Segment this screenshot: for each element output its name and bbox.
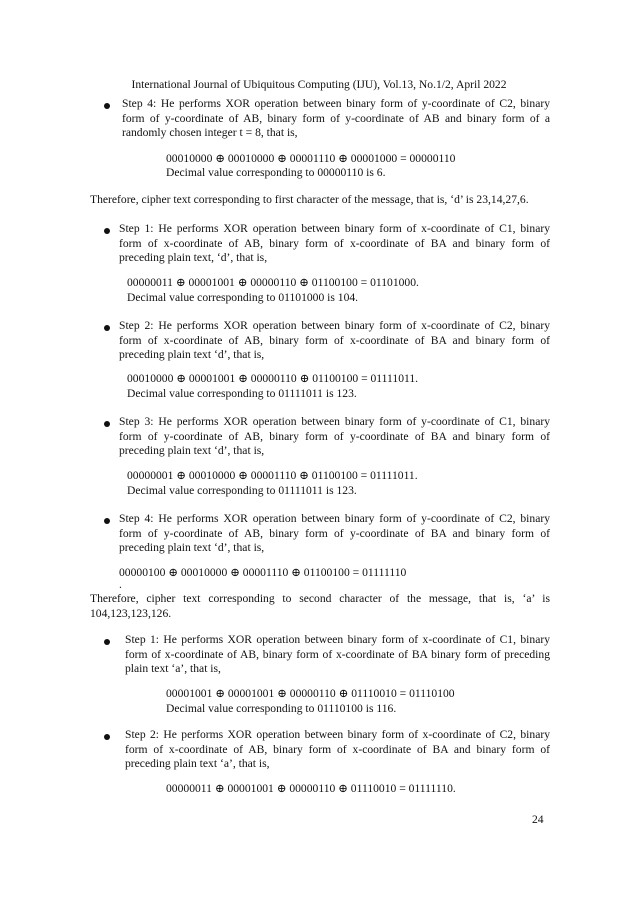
step-text: Step 4: He performs XOR operation between binary form of y-coordinate of C2, binary form of y-coordinate of AB, binary form of y-coordinate of BA and binary form of preceding plain text ‘d’, that is, [119, 512, 550, 555]
step-text: Step 3: He performs XOR operation between binary form of y-coordinate of C1, binary form of y-coordinate of AB, binary form of y-coordinate of BA and binary form of preceding plain text ‘d’, that is, [119, 415, 550, 458]
decimal-value: Decimal value corresponding to 01111011 is 123. [127, 387, 357, 400]
step-text: Step 4: He performs XOR operation between binary form of y-coordinate of C2, binary form of y-coordinate of AB, binary form of y-coordinate of AB and binary form of a randomly chosen integer t = 8, that is, [122, 97, 550, 140]
bullet-icon [104, 734, 110, 740]
xor-equation: 00000100 ⊕ 00010000 ⊕ 00001110 ⊕ 01100100 = 01111110 [119, 566, 407, 579]
bullet-icon [104, 325, 110, 331]
xor-equation: 00000001 ⊕ 00010000 ⊕ 00001110 ⊕ 01100100 = 01111011. [127, 469, 418, 482]
bullet-icon [104, 228, 110, 234]
bullet-icon [104, 518, 110, 524]
step-text: Step 1: He performs XOR operation between binary form of x-coordinate of C1, binary form of x-coordinate of AB, binary form of x-coordinate of BA binary form of preceding plain text ‘a’, that is, [125, 633, 550, 676]
xor-equation: 00000011 ⊕ 00001001 ⊕ 00000110 ⊕ 01100100 = 01101000. [127, 276, 419, 289]
xor-equation: 00001001 ⊕ 00001001 ⊕ 00000110 ⊕ 01110010 = 01110100 [166, 687, 455, 700]
bullet-icon [104, 103, 110, 109]
bullet-icon [104, 421, 110, 427]
step-text: Step 1: He performs XOR operation between binary form of x-coordinate of C1, binary form of x-coordinate of AB, binary form of x-coordinate of BA and binary form of preceding plain text, ‘d’, that is, [119, 222, 550, 265]
journal-header: International Journal of Ubiquitous Computing (IJU), Vol.13, No.1/2, April 2022 [131, 78, 507, 91]
decimal-value: Decimal value corresponding to 00000110 is 6. [166, 166, 386, 179]
decimal-value: Decimal value corresponding to 01111011 is 123. [127, 484, 357, 497]
decimal-value: . [119, 578, 122, 591]
decimal-value: Decimal value corresponding to 01101000 is 104. [127, 291, 359, 304]
step-text: Step 2: He performs XOR operation between binary form of x-coordinate of C2, binary form of x-coordinate of AB, binary form of x-coordinate of BA and binary form of preceding plain text ‘a’, that is, [125, 728, 550, 771]
paragraph: Therefore, cipher text corresponding to second character of the message, that is, ‘a’ is 104,123,123,126. [90, 592, 550, 620]
bullet-icon [104, 639, 110, 645]
decimal-value: Decimal value corresponding to 01110100 is 116. [166, 702, 397, 715]
paragraph: Therefore, cipher text corresponding to first character of the message, that is, ‘d’ is 23,14,27,6. [90, 193, 529, 206]
xor-equation: 00000011 ⊕ 00001001 ⊕ 00000110 ⊕ 01110010 = 01111110. [166, 782, 456, 795]
xor-equation: 00010000 ⊕ 00010000 ⊕ 00001110 ⊕ 00001000 = 00000110 [166, 152, 456, 165]
step-text: Step 2: He performs XOR operation between binary form of x-coordinate of C2, binary form of x-coordinate of AB, binary form of x-coordinate of BA and binary form of preceding plain text ‘d’, that is, [119, 319, 550, 362]
page-number: 24 [532, 813, 544, 826]
xor-equation: 00010000 ⊕ 00001001 ⊕ 00000110 ⊕ 01100100 = 01111011. [127, 372, 419, 385]
